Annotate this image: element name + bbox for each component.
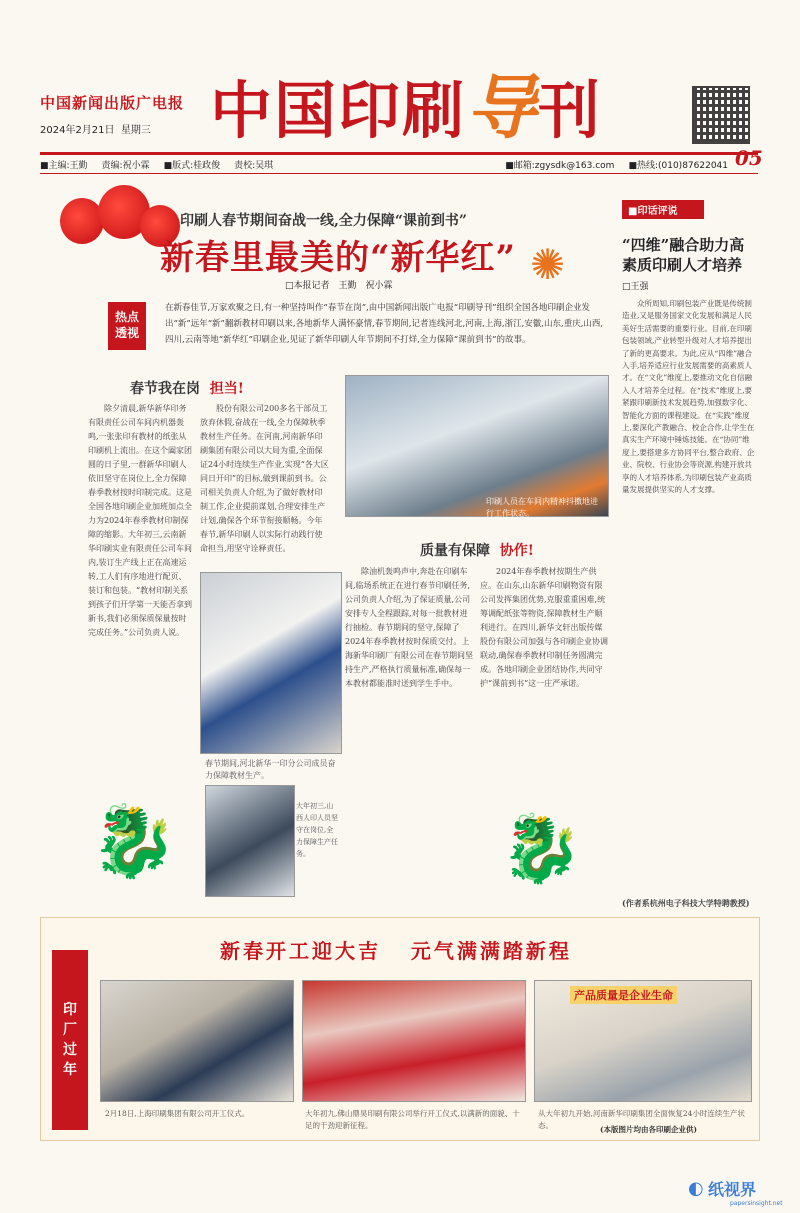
bottom-banner [220, 935, 572, 964]
shanghai-ceremony-photo [100, 980, 294, 1102]
lantern-icon [60, 198, 104, 244]
masthead-left [40, 92, 190, 136]
qr-code-icon [692, 86, 750, 144]
date-text: 2024年2月21日 [40, 125, 115, 136]
section1-title [130, 378, 244, 398]
label-char: 印 [63, 1002, 77, 1018]
firework-icon: ✺ [530, 240, 566, 289]
title-part-c: 刊 [538, 74, 603, 147]
brand-logo-icon: ◐ [688, 1178, 704, 1199]
article-byline: □本报记者 王勤 祝小霖 [285, 281, 393, 291]
title-part-b: 导 [466, 67, 539, 149]
section2-title-a: 质量有保障 [420, 543, 490, 559]
commentary-title: “四维”融合助力高素质印刷人才培养 [622, 236, 745, 274]
watermark-url[interactable]: papersinsight.net [730, 1200, 783, 1207]
article-kicker: 印刷人春节期间奋战一线,全力保障“课前到书” [180, 213, 467, 229]
label-char: 过 [63, 1042, 77, 1058]
weekday-text: 星期三 [120, 125, 151, 136]
photo2-caption: 春节期间,河北新华一印分公司成员奋力保障教材生产。 [205, 759, 336, 780]
paper-name: 中国新闻出版广电报 [40, 94, 185, 112]
section1-column-1: 除夕清晨,新华新华印务有限责任公司车间内机器轰鸣,一张张印有教材的纸张从印刷机上流出。在这个阖家团圆的日子里,一群新华印刷人依旧坚守在岗位上,全力保障春季教材按时印制完成。这是全国各地印刷企业加班加点全力为2024年春季教材印制保障的缩影。大年初三,云南新华印刷实业有限责任公司车间内,装订生产线上正在高速运转,工人们有序地进行配页、装订和包装。“教材印制关系到孩子们开学第一天能否拿到新书,我们必须保质保量按时完成任务。”公司负责人说。 [88, 404, 192, 637]
contact-email[interactable]: ■邮箱:zgysdk@163.com [505, 160, 615, 171]
tag-char: 热 [114, 310, 127, 325]
tag-char: 视 [127, 326, 140, 340]
label-char: 厂 [63, 1022, 77, 1038]
label-char: 年 [63, 1062, 77, 1078]
dragon-mascot-icon: 🐉 [500, 810, 583, 887]
bottom-caption-1: 2月18日,上海印刷集团有限公司开工仪式。 [105, 1109, 250, 1118]
bottom-caption-3: 从大年初九开始,河南新华印刷集团全面恢复24小时连续生产状态。 [538, 1109, 745, 1130]
contact-phone: ■热线:(010)87622041 [628, 160, 728, 171]
section1-column-2: 股份有限公司200多名干部员工放弃休假,奋战在一线,全力保障秋季教材生产任务。在河南,河南新华印刷集团有限公司以大局为重,全面保证24小时连续生产作业,实现“各大区同日开印”的目标,做到课前到书。公司相关负责人介绍,为了做好教材印制工作,企业提前谋划,合理安排生产计划,确保各个环节衔接顺畅。今年春节,新华印刷人以实际行动践行使命担当,用坚守诠释责任。 [200, 404, 329, 553]
page-number: 05 [735, 146, 763, 170]
commentary-footer: (作者系杭州电子科技大学特聘教授) [622, 898, 750, 908]
workshop-sign: 产品质量是企业生命 [570, 986, 677, 1004]
sidebar-commentary [622, 200, 756, 909]
section2-title [420, 540, 534, 560]
photo1-caption: 印刷人员在车间内精神抖擞地进行工作状态。 [486, 497, 598, 518]
section2-column-1: 除油机轰鸣声中,奔赴在印刷车间,临场系统正在进行春节印刷任务,公司负责人介绍,为了保证质量,公司安排专人全程跟踪,对每一批教材进行抽检。春节期间的坚守,保障了2024年春季教材按时保质交付。上海新华印刷厂有限公司在春节期间坚持生产,严格执行质量标准,确保每一本教材都能准时送到学生手中。 [345, 567, 473, 688]
article-lede: 在新春佳节,万家欢聚之日,有一种坚持叫作“春节在岗”,由中国新闻出版广电报“印刷导刊”组织全国各地印刷企业发出“新”远年“新”翻新教材印刷以来,各地新华人满怀豪情,春节期间,记者连线河北,河南,上海,浙江,安徽,山东,重庆,山西,四川,云南等地“新华红”印刷企业,见证了新华印刷人年节期间不打烊,全力保障“课前到书”的故事。 [165, 303, 604, 345]
banner-part-a: 新春开工迎大吉 [220, 939, 381, 963]
section1-title-b: 担当! [209, 381, 244, 397]
factory-newyear-label [52, 950, 88, 1130]
title-part-a: 中国印刷 [210, 74, 467, 147]
photo3-caption: 大年初三,山西人印人员坚守在岗位,全力保障生产任务。 [296, 802, 338, 858]
article-headline: 新春里最美的“新华红” [160, 238, 517, 278]
chief-editor: ■主编:王勤 [40, 160, 88, 171]
layout-editor: ■版式:桂政俊 [163, 160, 221, 171]
commentary-author: □王强 [622, 282, 649, 292]
commentary-tag: ■印话评说 [622, 200, 704, 219]
dragon-mascot-icon: 🐉 [90, 800, 178, 882]
bottom-caption-2: 大年初九,佛山鼎昊印刷有限公司举行开工仪式,以满新的面貌、十足的干劲迎新征程。 [305, 1109, 520, 1130]
foshan-ceremony-photo [302, 980, 526, 1102]
editor: 责编:祝小霖 [101, 160, 150, 171]
banner-part-b: 元气满满踏新程 [410, 939, 572, 963]
commentary-body: 众所周知,印刷包装产业既是传统制造业,又是服务国家文化发展和满足人民美好生活需要的重要行业。目前,在印刷包装领域,产业转型升级对人才培养提出了新的更高要求。为此,应从“四维”融合入手,培养适应行业发展需要的高素质人才。在“文化”维度上,要推动文化自信融入人才培养全过程。在“技术”维度上,要紧跟印刷新技术发展趋势,加强数字化、智能化方面的课程建设。在“实践”维度上,要深化产教融合、校企合作,让学生在真实生产环境中锤炼技能。在“协同”维度上,要搭建多方协同平台,整合政府、企业、院校、行业协会等资源,构建开放共享的人才培养体系,为印刷包装产业高质量发展提供坚实的人才支撑。 [622, 299, 755, 495]
section1-title-a: 春节我在岗 [130, 381, 200, 397]
issue-date [40, 121, 190, 136]
section2-column-2: 2024年春季教材按期生产供应。在山东,山东新华印刷物资有限公司发挥集团优势,克服重重困难,统筹调配纸张等物资,保障教材生产顺利进行。在四川,新华文轩出版传媒股份有限公司加强与各印刷企业协调联动,确保春季教材印制任务圆满完成。各地印刷企业团结协作,共同守护“课前到书”这一庄严承诺。 [480, 567, 608, 688]
tag-char: 透 [114, 326, 127, 340]
tag-char: 点 [127, 310, 140, 325]
proofreader: 责校:吴琪 [234, 160, 274, 171]
hot-topic-tag [108, 302, 146, 350]
photo-credit: (本版图片均由各印刷企业供) [600, 1125, 698, 1134]
watermark-name: 纸视界 [708, 1180, 757, 1199]
worker-photo [200, 572, 342, 754]
section2-title-b: 协作! [499, 543, 534, 559]
info-bar [40, 152, 758, 174]
masthead-title [210, 52, 610, 162]
worker-photo-2 [205, 785, 295, 897]
